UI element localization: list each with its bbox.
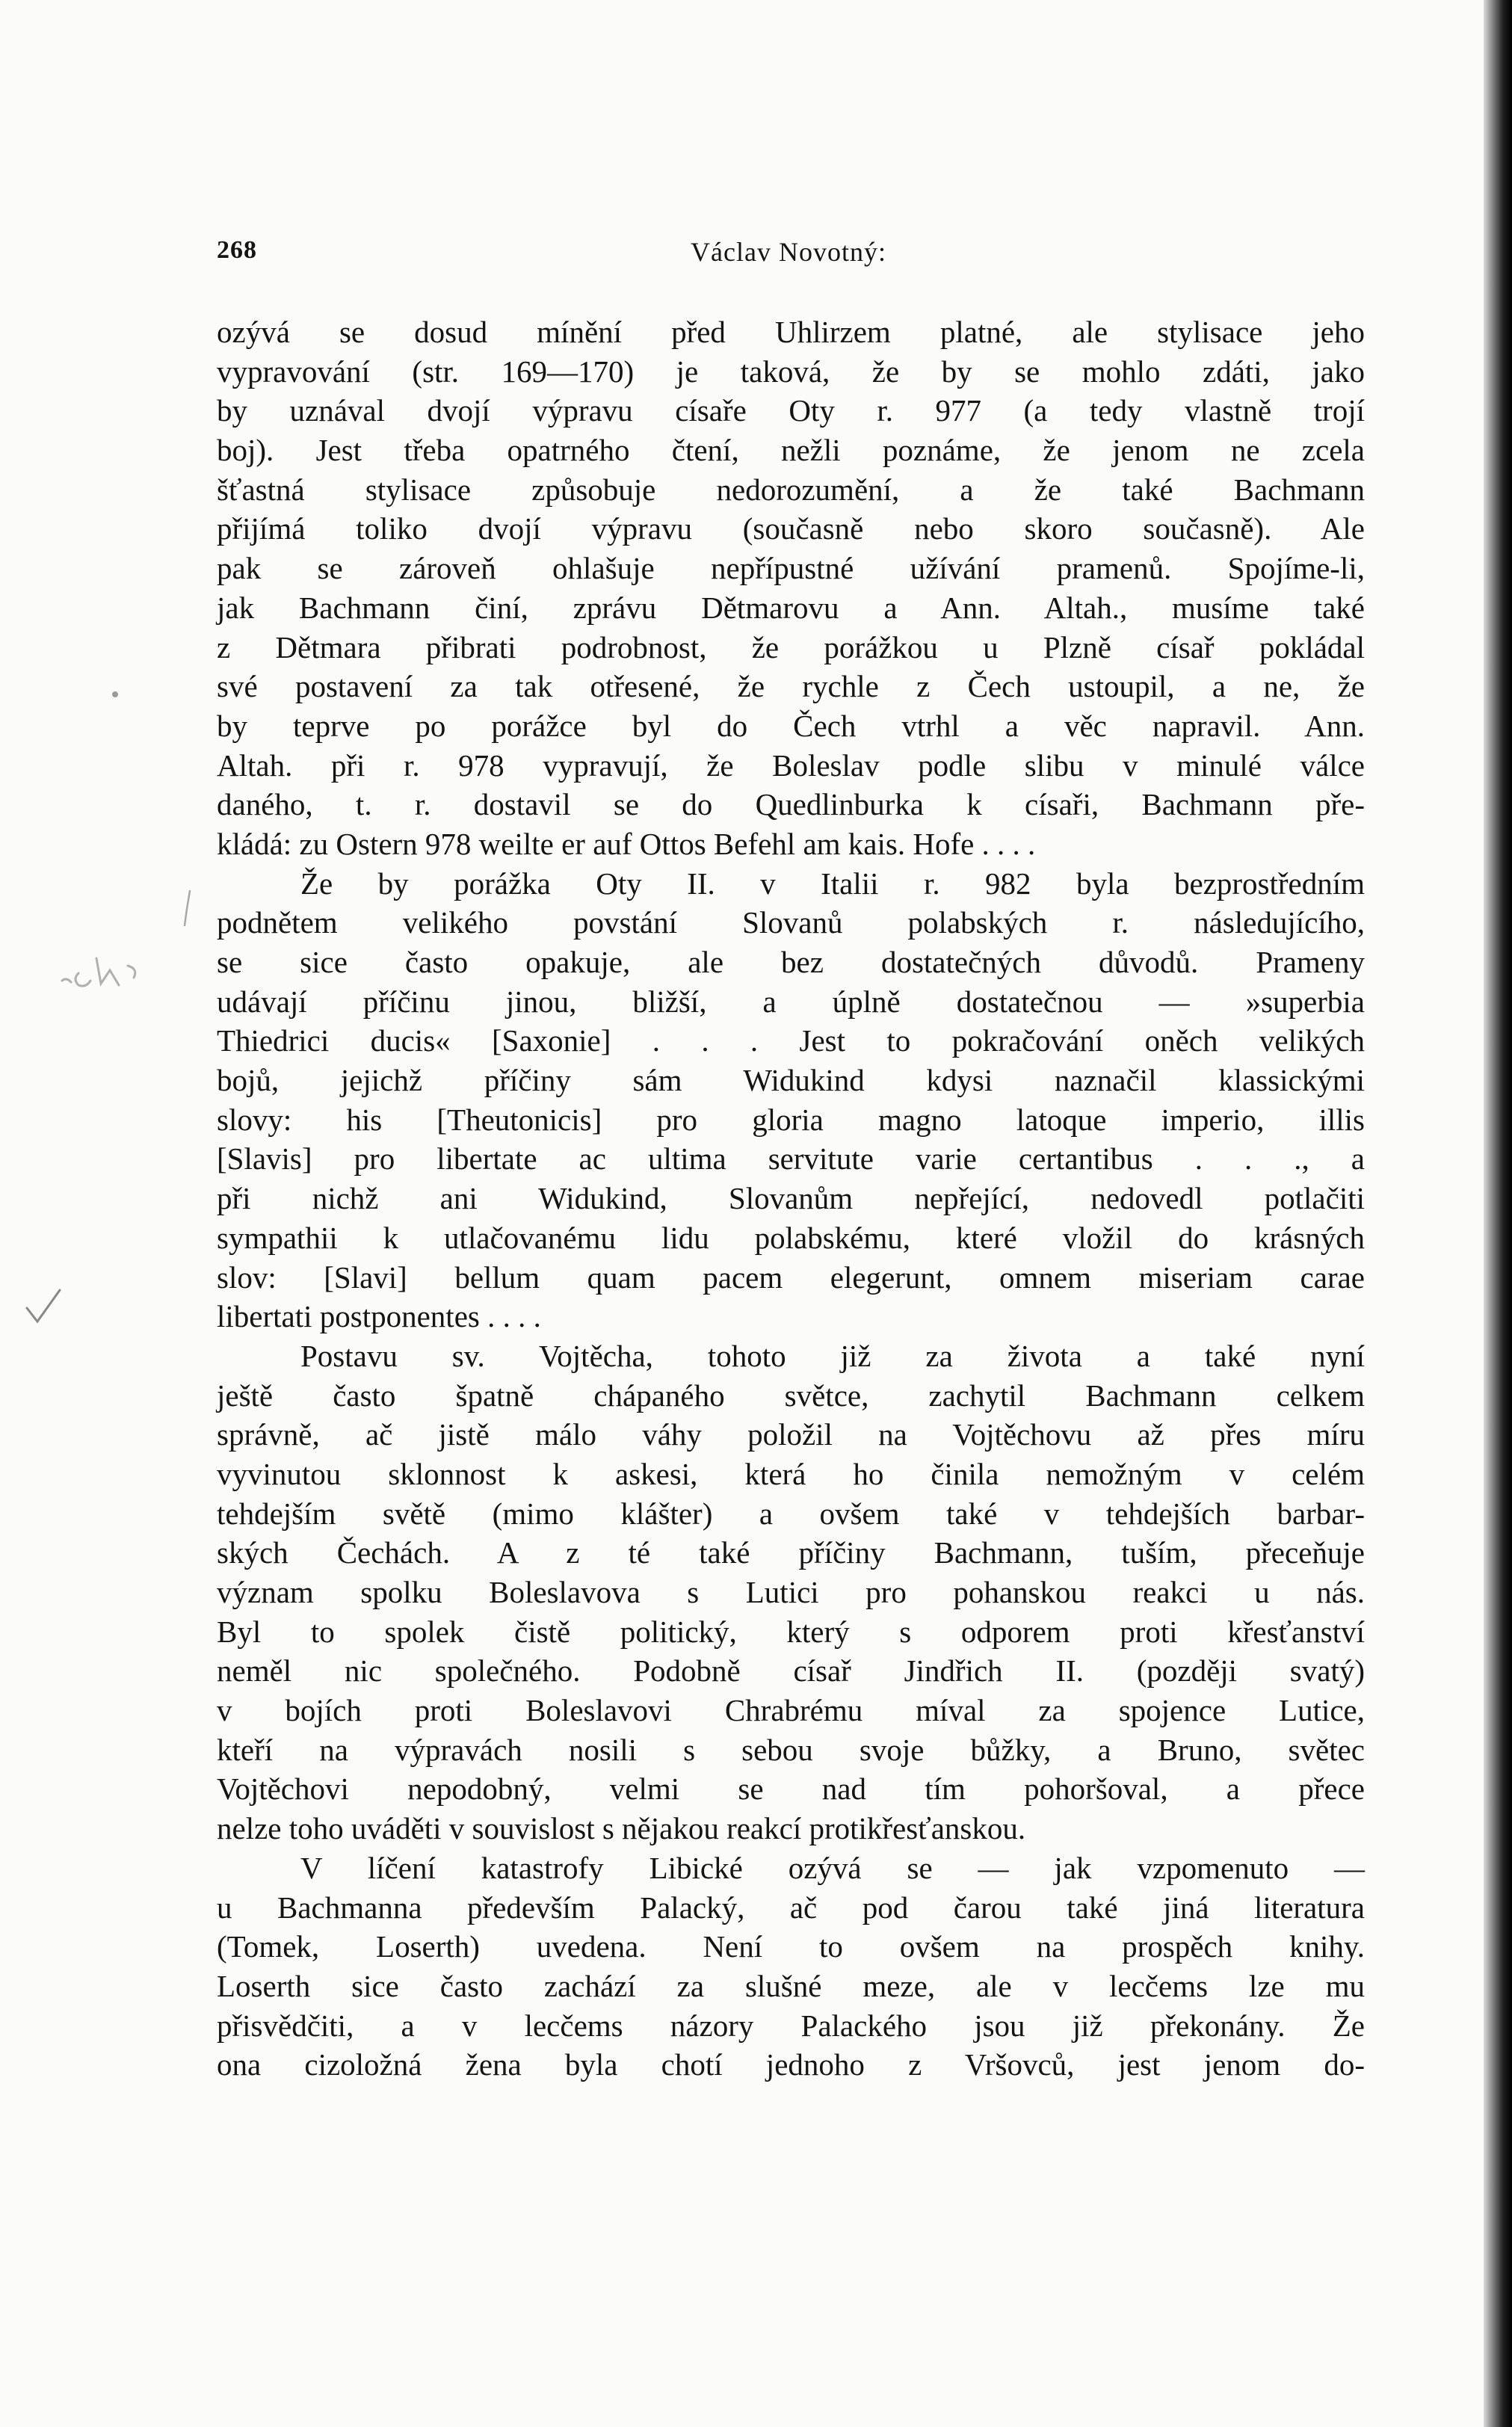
pencil-dot-mark <box>112 691 118 697</box>
text-line: Altah. při r. 978 vypravují, že Boleslav podle slibu v minulé válce <box>217 747 1365 783</box>
page-binding-edge <box>1484 0 1512 2427</box>
text-line: [Slavis] pro libertate ac ultima servitute varie certantibus . . ., a <box>217 1141 1365 1177</box>
page-header <box>217 236 1360 281</box>
text-line: ona cizoložná žena byla chotí jednoho z Vršovců, jest jenom do- <box>217 2047 1365 2082</box>
text-line: sympathii k utlačovanému lidu polabskému, které vložil do krásných <box>217 1220 1365 1255</box>
text-line: (Tomek, Loserth) uvedena. Není to ovšem na prospěch knihy. <box>217 1929 1365 1964</box>
text-line: při nichž ani Widukind, Slovanům nepřející, nedovedl potlačiti <box>217 1181 1365 1216</box>
text-line: vypravování (str. 169—170) je taková, že by se mohlo zdáti, jako <box>217 354 1365 389</box>
text-line: V líčení katastrofy Libické ozývá se — jak vzpomenuto — <box>300 1850 1365 1885</box>
text-line: bojů, jejichž příčiny sám Widukind kdysi naznačil klassickými <box>217 1063 1365 1098</box>
body-text <box>217 312 1365 2085</box>
text-line: se sice často opakuje, ale bez dostatečných důvodů. Prameny <box>217 945 1365 979</box>
text-line: ských Čechách. A z té také příčiny Bachmann, tuším, přeceňuje <box>217 1535 1365 1570</box>
text-line: daného, t. r. dostavil se do Quedlinburka k císaři, Bachmann pře- <box>217 787 1365 822</box>
text-line: Loserth sice často zachází za slušné meze, ale v lecčems lze mu <box>217 1968 1365 2003</box>
margin-annotations <box>0 0 217 2427</box>
text-line: Byl to spolek čistě politický, který s odporem proti křesťanství <box>217 1614 1365 1649</box>
pencil-check-mark <box>21 1286 66 1330</box>
text-line: nelze toho uváděti v souvislost s nějakou reakcí protikřesťanskou. <box>217 1811 1026 1846</box>
text-line: správně, ač jistě málo váhy položil na Vojtěchovu až přes míru <box>217 1417 1365 1452</box>
text-line: přijímá toliko dvojí výpravu (současně nebo skoro současně). Ale <box>217 511 1365 546</box>
text-line: význam spolku Boleslavova s Lutici pro pohanskou reakci u nás. <box>217 1575 1365 1609</box>
text-line: šťastná stylisace způsobuje nedorozumění, a že také Bachmann <box>217 472 1365 507</box>
text-line: by teprve po porážce byl do Čech vtrhl a věc napravil. Ann. <box>217 708 1365 743</box>
text-line: své postavení za tak otřesené, že rychle z Čech ustoupil, a ne, že <box>217 669 1365 704</box>
text-line: Thiedrici ducis« [Saxonie] . . . Jest to pokračování oněch velikých <box>217 1023 1365 1058</box>
text-line: slov: [Slavi] bellum quam pacem elegerunt, omnem miseriam carae <box>217 1259 1365 1295</box>
text-line: v bojích proti Boleslavovi Chrabrému míval za spojence Lutice, <box>217 1693 1365 1728</box>
text-line: Vojtěchovi nepodobný, velmi se nad tím pohoršoval, a přece <box>217 1771 1365 1807</box>
text-line: podnětem velikého povstání Slovanů polabských r. následujícího, <box>217 905 1365 940</box>
text-line: slovy: his [Theutonicis] pro gloria magno latoque imperio, illis <box>217 1102 1365 1137</box>
text-line: kteří na výpravách nosili s sebou svoje bůžky, a Bruno, světec <box>217 1732 1365 1767</box>
text-line: ještě často špatně chápaného světce, zachytil Bachmann celkem <box>217 1378 1365 1413</box>
text-line: libertati postponentes . . . . <box>217 1299 541 1334</box>
text-line: Že by porážka Oty II. v Italii r. 982 byla bezprostředním <box>300 866 1365 901</box>
text-line: by uznával dvojí výpravu císaře Oty r. 977 (a tedy vlastně trojí <box>217 393 1365 428</box>
text-line: kládá: zu Ostern 978 weilte er auf Ottos Befehl am kais. Hofe . . . . <box>217 826 1036 861</box>
text-line: jak Bachmann činí, zprávu Dětmarovu a Ann. Altah., musíme také <box>217 590 1365 625</box>
text-line: boj). Jest třeba opatrného čtení, nežli poznáme, že jenom ne zcela <box>217 433 1365 468</box>
text-line: udávají příčinu jinou, bližší, a úplně dostatečnou — »superbia <box>217 984 1365 1019</box>
text-line: tehdejším světě (mimo klášter) a ovšem také v tehdejších barbar- <box>217 1496 1365 1531</box>
pencil-tick-mark <box>179 889 194 927</box>
text-line: pak se zároveň ohlašuje nepřípustné užívání pramenů. Spojíme-li, <box>217 551 1365 586</box>
text-line: ozývá se dosud mínění před Uhlirzem platné, ale stylisace jeho <box>217 315 1365 349</box>
running-head: Václav Novotný: <box>691 237 886 267</box>
text-line: přisvědčiti, a v lecčems názory Palackého jsou již překonány. Že <box>217 2008 1365 2043</box>
text-line: vyvinutou sklonnost k askesi, která ho činila nemožným v celém <box>217 1456 1365 1491</box>
pencil-scribble-mark <box>56 936 168 1011</box>
text-line: z Dětmara přibrati podrobnost, že porážkou u Plzně císař pokládal <box>217 629 1365 664</box>
text-line: Postavu sv. Vojtěcha, tohoto již za života a také nyní <box>300 1338 1365 1373</box>
page-number: 268 <box>217 236 257 264</box>
text-line: neměl nic společného. Podobně císař Jindřich II. (později svatý) <box>217 1653 1365 1689</box>
text-line: u Bachmanna především Palacký, ač pod čarou také jiná literatura <box>217 1890 1365 1925</box>
